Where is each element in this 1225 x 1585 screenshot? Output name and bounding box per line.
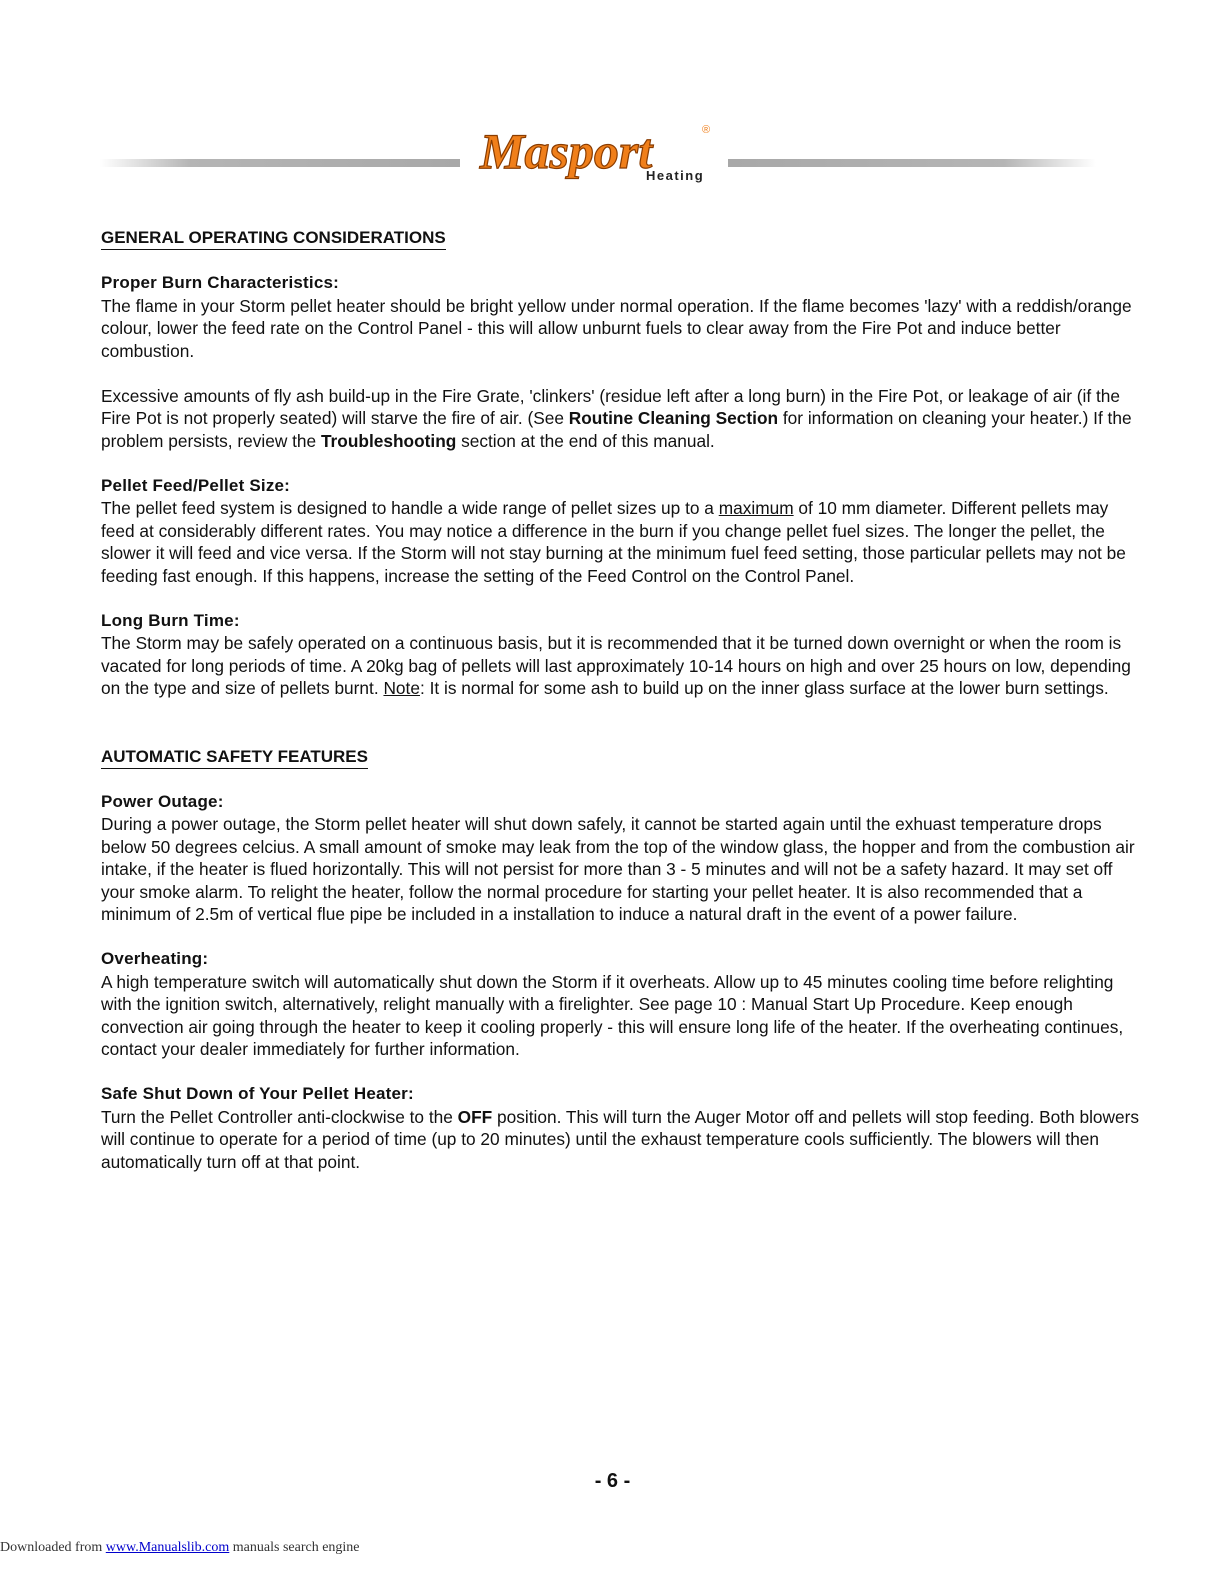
subheading-long-burn: Long Burn Time:: [101, 610, 240, 630]
page-content: [101, 226, 1141, 1173]
subheading-overheating: Overheating:: [101, 949, 209, 968]
svg-text:Heating: Heating: [646, 168, 705, 183]
emphasis-maximum: maximum: [718, 498, 794, 518]
subheading-power-outage: Power Outage:: [101, 791, 224, 811]
subheading-shutdown: Safe Shut Down of Your Pellet Heater:: [101, 1084, 414, 1103]
ref-troubleshooting: Troubleshooting: [320, 430, 457, 451]
emphasis-off: OFF: [457, 1106, 493, 1127]
svg-text:®: ®: [702, 124, 711, 136]
header-rule-left: [100, 159, 460, 167]
paragraph-long-burn: The Storm may be safely operated on a continuous basis, but it is recommended that it be turned down overnight or when the room is vacated for long periods of time. A 20kg bag of pellets will last approximately 10-14 hours on high and over 25 hours on low, depending on the type and size of pellets burnt. Note: It is normal for some ash to build up on the inner glass surface at the lower burn settings.: [101, 633, 1131, 698]
emphasis-note: Note: [383, 678, 420, 698]
paragraph-power-outage: During a power outage, the Storm pellet heater will shut down safely, it cannot be started again until the exhuast temperature drops below 50 degrees celcius. A small amount of smoke may leak from the top of the window glass, the hopper and from the combustion air intake, if the heater is flued horizontally. This will not persist for more than 3 - 5 minutes and will not be a safety hazard. It may set off your smoke alarm. To relight the heater, follow the normal procedure for starting your pellet heater. It is also recommended that a minimum of 2.5m of vertical flue pipe be included in a installation to induce a natural draft in the event of a power failure.: [101, 814, 1135, 924]
page-number: - 6 -: [594, 1470, 631, 1492]
section-heading-general: GENERAL OPERATING CONSIDERATIONS: [101, 228, 446, 250]
ref-routine-cleaning: Routine Cleaning Section: [568, 408, 779, 428]
paragraph-burn-2: Excessive amounts of fly ash build-up in the Fire Grate, 'clinkers' (residue left after a long burn) in the Fire Pot, or leakage of air (if the Fire Pot is not properly seated) will starve the fire of air. (See Routine Cleaning Section for information on cleaning your heater.) If the problem persists, review the Troubleshooting section at the end of this manual.: [101, 385, 1132, 451]
paragraph-burn-1: The flame in your Storm pellet heater should be bright yellow under normal operation. If the flame becomes 'lazy' with a reddish/orange colour, lower the feed rate on the Control Panel - this will allow unburnt fuels to clear away from the Fire Pot and induce better combustion.: [101, 295, 1132, 361]
subheading-feed: Pellet Feed/Pellet Size:: [101, 475, 291, 495]
section-heading-safety: AUTOMATIC SAFETY FEATURES: [101, 747, 368, 769]
manualslib-link[interactable]: www.Manualslib.com: [105, 1540, 230, 1555]
masport-logo: [478, 118, 718, 188]
svg-text:Masport: Masport: [480, 123, 653, 179]
paragraph-shutdown: Turn the Pellet Controller anti-clockwise to the OFF position. This will turn the Auger Motor off and pellets will stop feeding. Both blowers will continue to operate for a period of time (up to 20 minutes) until the exhaust temperature cools sufficiently. The blowers will then automatically turn off at that point.: [101, 1106, 1140, 1172]
download-footer: Downloaded from www.Manualslib.com manuals search engine: [0, 1540, 360, 1555]
subheading-burn: Proper Burn Characteristics:: [101, 273, 340, 292]
header-rule-right: [728, 159, 1096, 167]
paragraph-overheating: A high temperature switch will automatically shut down the Storm if it overheats. Allow up to 45 minutes cooling time before relighting with the ignition switch, alternatively, relight manually with a firelighter. See page 10 : Manual Start Up Procedure. Keep enough convection air going through the heater to keep it cooling properly - this will ensure long life of the heater. If the overheating continues, contact your dealer immediately for further information.: [101, 971, 1124, 1059]
paragraph-feed: The pellet feed system is designed to handle a wide range of pellet sizes up to a maximum of 10 mm diameter. Different pellets may feed at considerably different rates. You may notice a difference in the burn if you change pellet fuel sizes. The longer the pellet, the slower it will feed and vice versa. If the Storm will not stay burning at the minimum fuel feed setting, those particular pellets may not be feeding fast enough. If this happens, increase the setting of the Feed Control on the Control Panel.: [101, 498, 1126, 586]
